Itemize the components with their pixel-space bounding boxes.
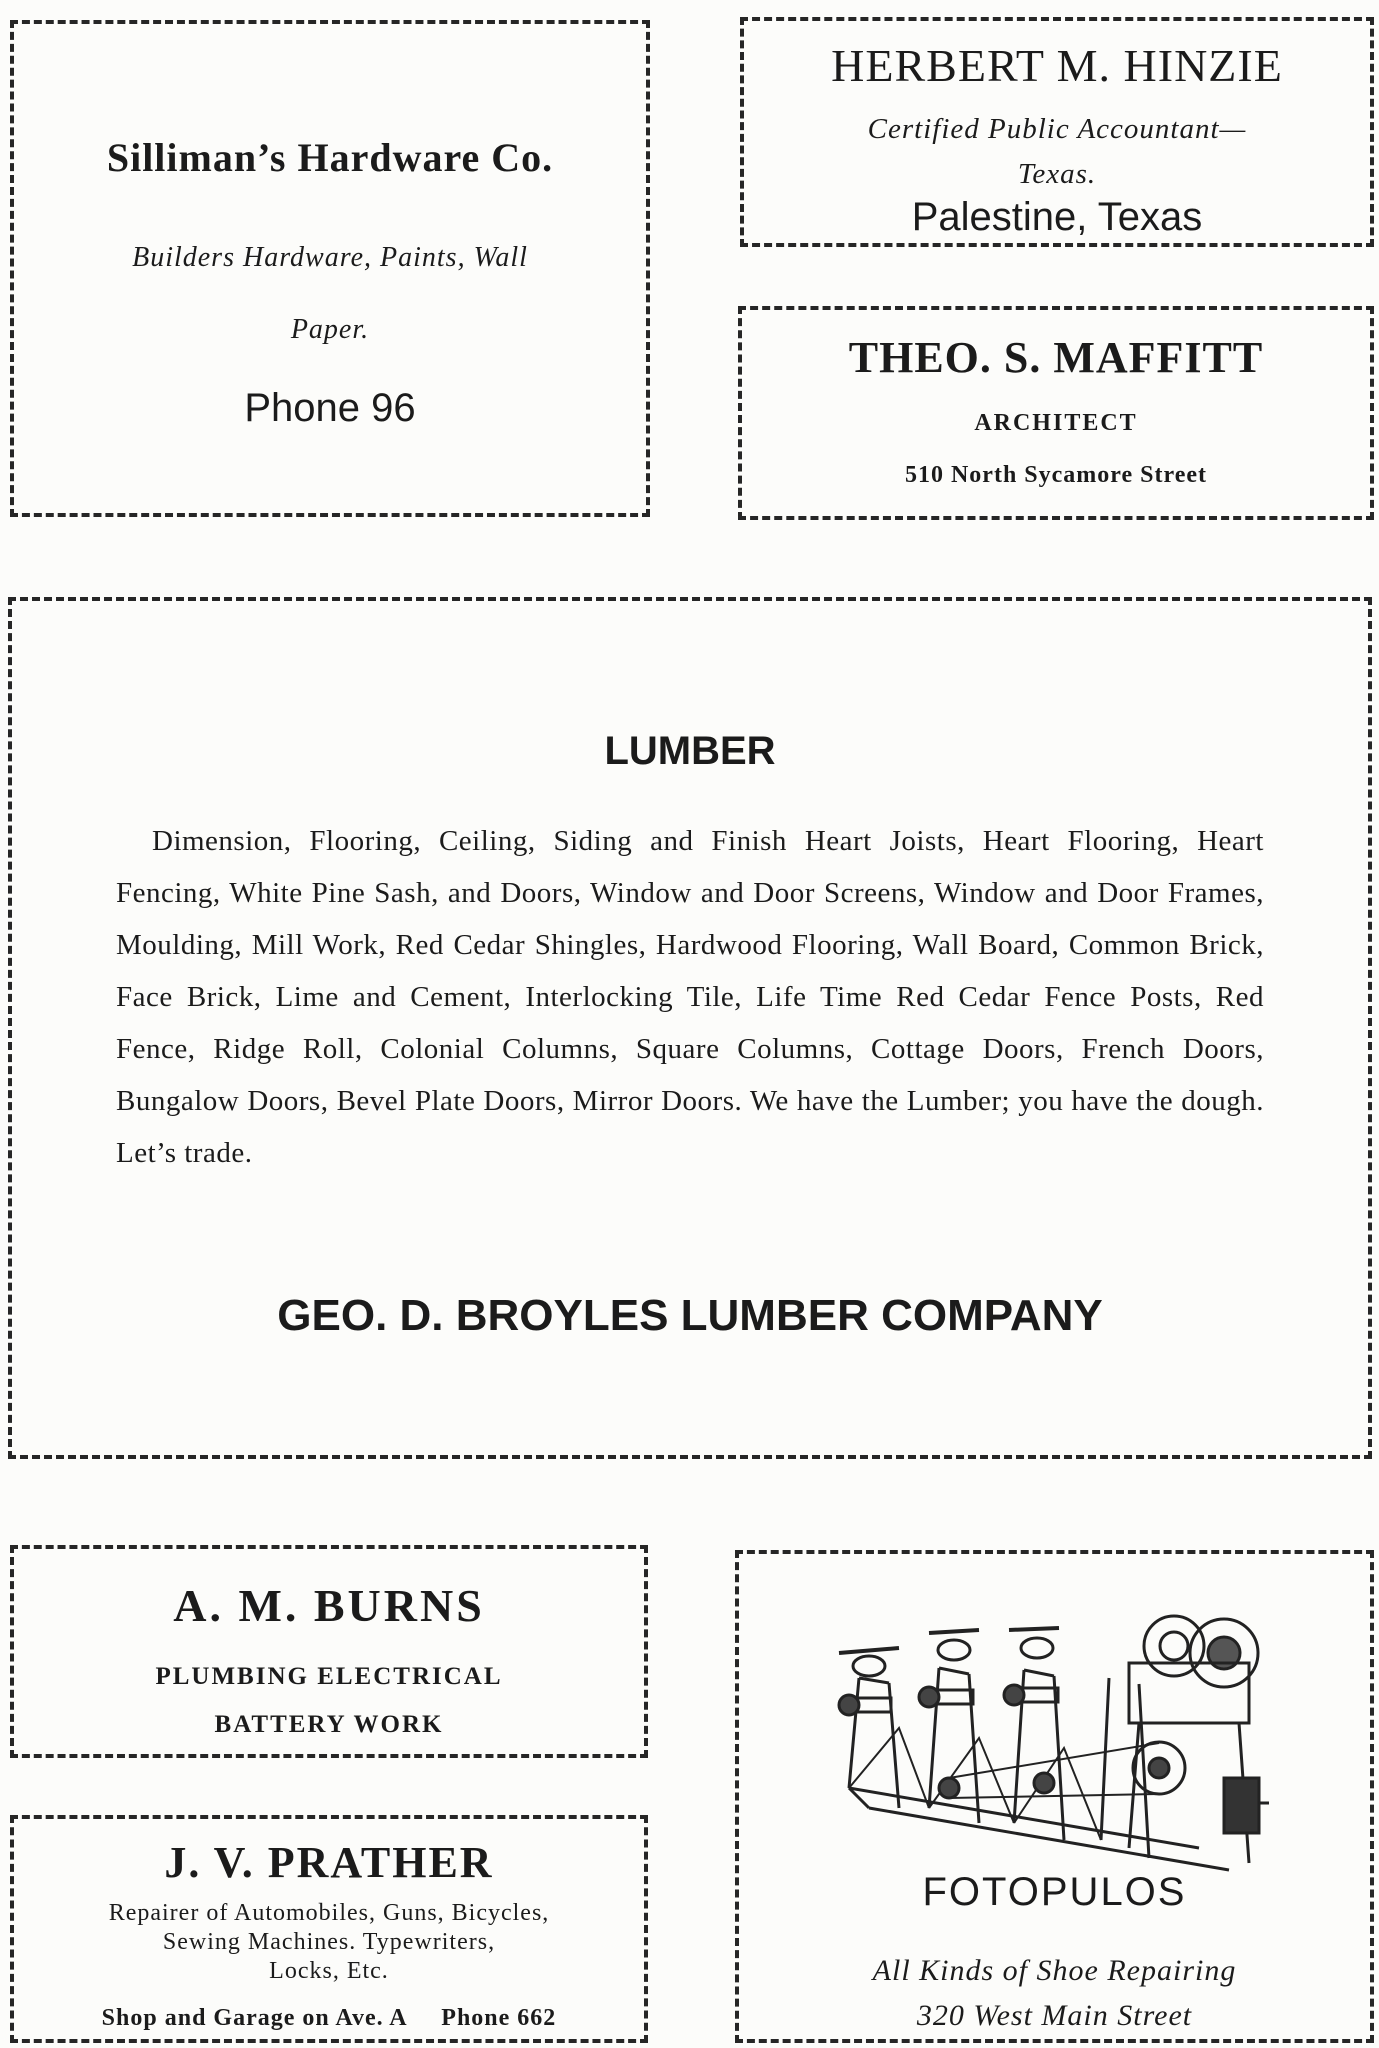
hinzie-city: Palestine, Texas — [911, 195, 1203, 239]
prather-repair-ad — [10, 1815, 648, 2043]
fotopulos-desc-line2: 320 West Main Street — [916, 1999, 1193, 2032]
burns-services — [14, 1653, 644, 1749]
silliman-desc-line1: Builders Hardware, Paints, Wall — [132, 242, 528, 273]
prather-desc-line1: Repairer of Automobiles, Guns, Bicycles, — [108, 1900, 550, 1926]
burns-name: A. M. BURNS — [173, 1580, 485, 1631]
fotopulos-shoe-repair-ad — [735, 1550, 1374, 2043]
fotopulos-desc-line1: All Kinds of Shoe Repairing — [872, 1954, 1237, 1987]
silliman-phone: Phone 96 — [244, 386, 416, 430]
maffitt-name: THEO. S. MAFFITT — [848, 333, 1264, 382]
hinzie-name: HERBERT M. HINZIE — [831, 40, 1283, 91]
fotopulos-name: FOTOPULOS — [922, 1870, 1187, 1914]
hinzie-accountant-ad — [740, 17, 1374, 247]
silliman-description — [54, 222, 606, 366]
lumber-company-name: GEO. D. BROYLES LUMBER COMPANY — [277, 1291, 1103, 1340]
broyles-lumber-ad — [8, 597, 1372, 1459]
fotopulos-description — [739, 1948, 1370, 2038]
lumber-body-text: Dimension, Flooring, Ceiling, Siding and Finish Heart Joists, Heart Flooring, Heart Fencing, White Pine Sash, and Doors, Window and Door Screens, Window and Door Frames, Moulding, Mill Work, Red Cedar Shingles, Hardwood Flooring, Wall Board, Common Brick, Face Brick, Lime and Cement, Interlocking Tile, Life Time Red Cedar Fence Posts, Red Fence, Ridge Roll, Colonial Columns, Square Columns, Cottage Doors, French Doors, Bungalow Doors, Bevel Plate Doors, Mirror Doors. We have the Lumber; you have the dough. Let’s trade. — [116, 825, 1264, 1169]
maffitt-role: ARCHITECT — [974, 410, 1138, 436]
maffitt-architect-ad — [738, 306, 1374, 520]
prather-description — [34, 1899, 624, 1986]
maffitt-address: 510 North Sycamore Street — [904, 462, 1208, 488]
burns-services-line2: BATTERY WORK — [214, 1711, 444, 1738]
burns-services-line1: PLUMBING ELECTRICAL — [155, 1663, 503, 1690]
shoe-repair-machine-icon — [829, 1608, 1269, 1873]
silliman-desc-line2: Paper. — [290, 314, 370, 345]
hinzie-title-line2: Texas. — [1017, 158, 1097, 190]
hinzie-title-line1: Certified Public Accountant— — [867, 113, 1247, 145]
burns-plumbing-ad — [10, 1545, 648, 1758]
prather-footer: Shop and Garage on Ave. A Phone 662 — [101, 2005, 557, 2031]
prather-desc-line3: Locks, Etc. — [269, 1958, 389, 1984]
hinzie-title — [744, 107, 1370, 197]
prather-name: J. V. PRATHER — [164, 1838, 494, 1887]
silliman-name: Silliman’s Hardware Co. — [106, 135, 554, 180]
prather-desc-line2: Sewing Machines. Typewriters, — [162, 1929, 496, 1955]
lumber-heading: LUMBER — [604, 729, 776, 773]
silliman-hardware-ad — [10, 20, 650, 517]
